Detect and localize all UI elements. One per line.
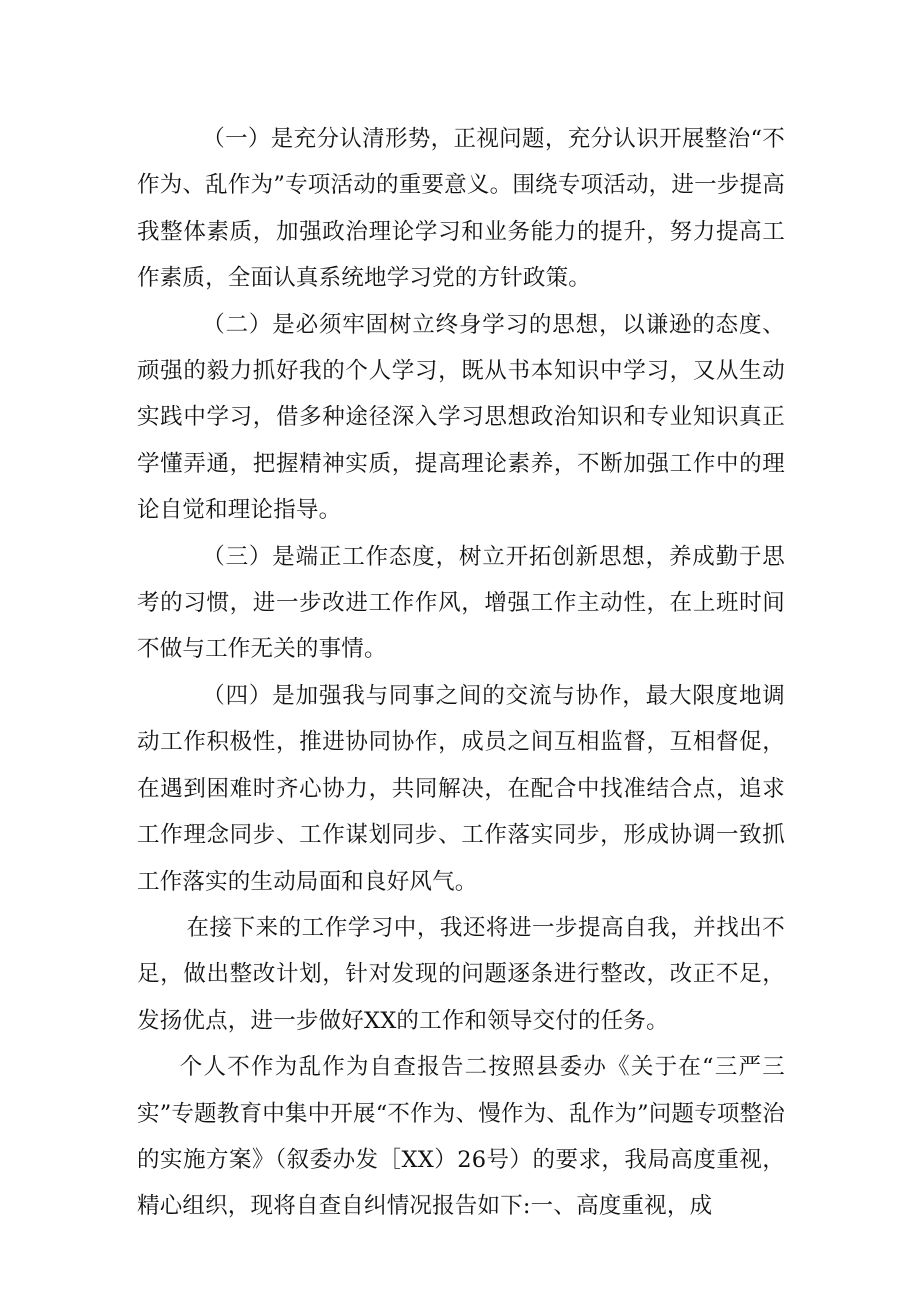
paragraph-6: 个人不作为乱作为自查报告二按照县委办《关于在“三严三实”专题教育中集中开展“不作为、慢作为、乱作为”问题专项整治的实施方案》（叙委办发［XX）26号）的要求，我局高度重视，精心组织，现将自查自纠情况报告如下:一、高度重视，成 <box>137 1054 786 1220</box>
paragraph-5: 在接下来的工作学习中，我还将进一步提高自我，并找出不足，做出整改计划，针对发现的问题逐条进行整改，改正不足，发扬优点，进一步做好XX的工作和领导交付的任务。 <box>137 914 785 1034</box>
paragraph-2: （二）是必须牢固树立终身学习的思想，以谦逊的态度、顽强的毅力抓好我的个人学习，既从书本知识中学习，又从生动实践中学习，借多种途径深入学习思想政治知识和专业知识真正学懂弄通，把握精神实质，提高理论素养，不断加强工作中的理论自觉和理论指导。 <box>137 311 785 524</box>
paragraph-1: （一）是充分认清形势，正视问题，充分认识开展整治“不作为、乱作为”专项活动的重要意义。围绕专项活动，进一步提高我整体素质，加强政治理论学习和业务能力的提升，努力提高工作素质，全面认真系统地学习党的方针政策。 <box>137 126 785 292</box>
paragraph-4: （四）是加强我与同事之间的交流与协作，最大限度地调动工作积极性，推进协同协作，成员之间互相监督，互相督促，在遇到困难时齐心协力，共同解决，在配合中找准结合点，追求工作理念同步、工作谋划同步、工作落实同步，形成协调一致抓工作落实的生动局面和良好风气。 <box>137 682 785 895</box>
paragraph-3: （三）是端正工作态度，树立开拓创新思想，养成勤于思考的习惯，进一步改进工作作风，增强工作主动性，在上班时间不做与工作无关的事情。 <box>137 543 785 663</box>
document-body <box>137 116 785 1230</box>
